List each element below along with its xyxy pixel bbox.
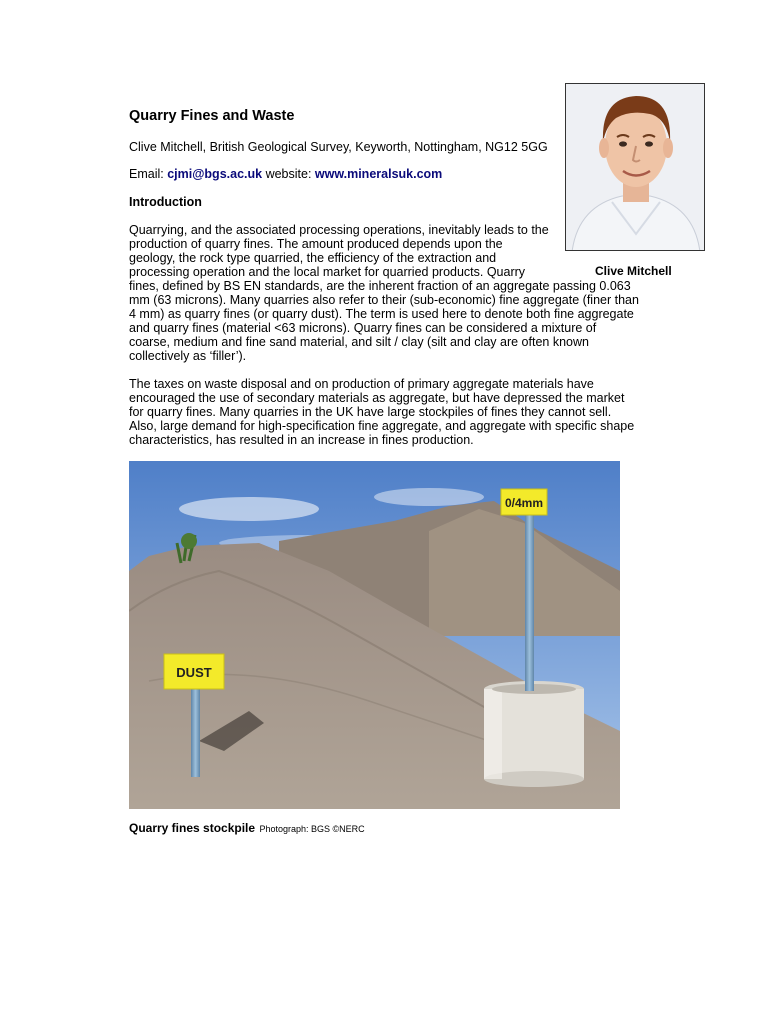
size-sign-text: 0/4mm xyxy=(504,496,544,510)
photo-caption-credit: Photograph: BGS ©NERC xyxy=(259,824,365,834)
website-link[interactable]: www.mineralsuk.com xyxy=(314,167,443,181)
photo-caption-title: Quarry fines stockpile xyxy=(129,821,256,835)
author-affiliation: Clive Mitchell, British Geological Survey, Keyworth, Nottingham, NG12 5GG xyxy=(129,140,548,154)
stockpile-illustration xyxy=(129,461,620,809)
portrait-illustration xyxy=(566,84,705,251)
dust-sign-text: DUST xyxy=(176,665,212,680)
section-heading-introduction: Introduction xyxy=(129,195,202,209)
author-portrait xyxy=(565,83,705,251)
portrait-caption: Clive Mitchell xyxy=(595,264,672,278)
intro-paragraph-1-text: Quarrying, and the associated processing operations, inevitably leads to the production of quarry fines. The amount produced depends upon the geology, the rock type quarried, the efficiency of the extraction and processing operation and the local market for quarried products. Quarry fines, defined by BS EN standards, are the inherent fraction of an aggregate passing 0.063 mm (63 microns). Many quarries also refer to their (sub-economic) fine aggregate (finer than 4 mm) as quarry fines (or quarry dust). The term is used here to denote both fine aggregate and quarry fines (material <63 microns). Quarry fines can be considered a mixture of coarse, medium and fine sand material, and silt / clay (silt and clay are often known collectively as ‘filler’). xyxy=(129,223,639,363)
contact-line xyxy=(129,167,442,181)
intro-paragraph-2: The taxes on waste disposal and on production of primary aggregate materials have encouraged the use of secondary materials as aggregate, but have depressed the market for quarry fines. Many quarries in the UK have large stockpiles of fines they cannot sell. Also, large demand for high-specification fine aggregate, and aggregate with specific shape characteristics, has resulted in an increase in fines production. xyxy=(129,377,635,447)
document-title: Quarry Fines and Waste xyxy=(129,108,295,124)
email-link[interactable]: cjmi@bgs.ac.uk xyxy=(167,167,263,181)
email-label: Email: xyxy=(129,167,164,181)
intro-paragraph-1 xyxy=(129,223,639,363)
photo-caption xyxy=(129,819,365,837)
stockpile-photo xyxy=(129,461,620,809)
website-label: website: xyxy=(265,167,312,181)
